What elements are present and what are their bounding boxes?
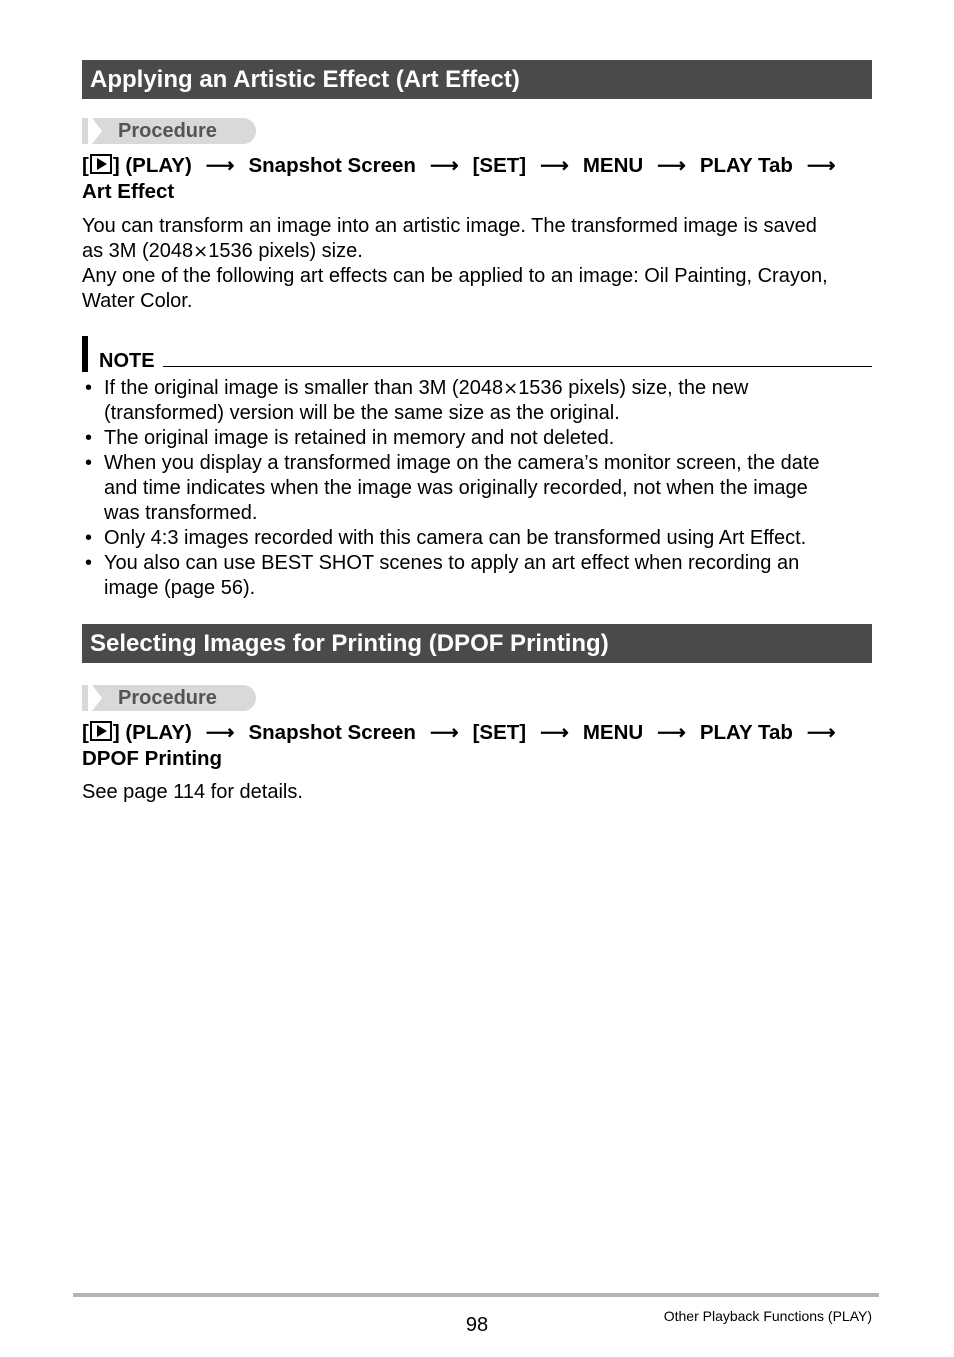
menu-path: [ ] (PLAY) ⟶ Snapshot Screen ⟶ [SET] ⟶ MENU ⟶ PLAY Tab ⟶ <box>82 721 836 744</box>
note-marker <box>82 336 88 372</box>
right-arrow-icon: ⟶ <box>205 155 235 177</box>
play-icon <box>90 721 112 741</box>
footer-divider <box>73 1293 879 1297</box>
right-arrow-icon: ⟶ <box>806 722 836 744</box>
list-item: • You also can use BEST SHOT scenes to apply an art effect when recording an image (page 56). <box>85 552 800 599</box>
right-arrow-icon: ⟶ <box>806 155 836 177</box>
procedure-tab <box>82 118 256 144</box>
note-list <box>82 376 872 601</box>
list-item: • Only 4:3 images recorded with this camera can be transformed using Art Effect. <box>85 527 807 549</box>
bullet-icon: • <box>85 552 93 574</box>
right-arrow-icon: ⟶ <box>657 155 686 177</box>
note-label: NOTE <box>99 350 155 372</box>
section-heading-dpof-printing: Selecting Images for Printing (DPOF Printing) <box>82 624 872 663</box>
play-icon <box>90 154 112 174</box>
menu-path: [ ] (PLAY) ⟶ Snapshot Screen ⟶ [SET] ⟶ MENU ⟶ PLAY Tab ⟶ <box>82 154 836 177</box>
right-arrow-icon: ⟶ <box>540 155 569 177</box>
bullet-icon: • <box>85 452 93 474</box>
right-arrow-icon: ⟶ <box>205 722 235 744</box>
list-item: • If the original image is smaller than 3M (2048×1536 pixels) size, the new (transformed) version will be the same size as the original. <box>85 377 749 424</box>
page-number: 98 <box>465 1314 489 1336</box>
list-item: • The original image is retained in memory and not deleted. <box>85 427 615 449</box>
procedure-tab <box>82 685 256 711</box>
right-arrow-icon: ⟶ <box>429 155 459 177</box>
bullet-icon: • <box>85 377 93 399</box>
section-heading-art-effect: Applying an Artistic Effect (Art Effect) <box>82 60 872 99</box>
menu-path-target: DPOF Printing <box>82 747 223 770</box>
bullet-icon: • <box>85 427 93 449</box>
right-arrow-icon: ⟶ <box>657 722 686 744</box>
paragraph: You can transform an image into an artistic image. The transformed image is saved as 3M (2048×1536 pixels) size. <box>82 215 817 262</box>
right-arrow-icon: ⟶ <box>429 722 459 744</box>
paragraph: Any one of the following art effects can be applied to an image: Oil Painting, Crayon, Water Color. <box>82 265 828 312</box>
menu-path-target: Art Effect <box>82 180 175 203</box>
procedure-label: Procedure <box>118 120 217 142</box>
right-arrow-icon: ⟶ <box>540 722 569 744</box>
list-item: • When you display a transformed image on the camera’s monitor screen, the date and time indicates when the image was originally recorded, not when the image was transformed. <box>85 452 820 524</box>
chapter-title: Other Playback Functions (PLAY) <box>663 1308 872 1324</box>
bullet-icon: • <box>85 527 93 549</box>
paragraph: See page 114 for details. <box>82 781 303 803</box>
procedure-label: Procedure <box>118 687 217 709</box>
note-divider <box>163 366 872 367</box>
